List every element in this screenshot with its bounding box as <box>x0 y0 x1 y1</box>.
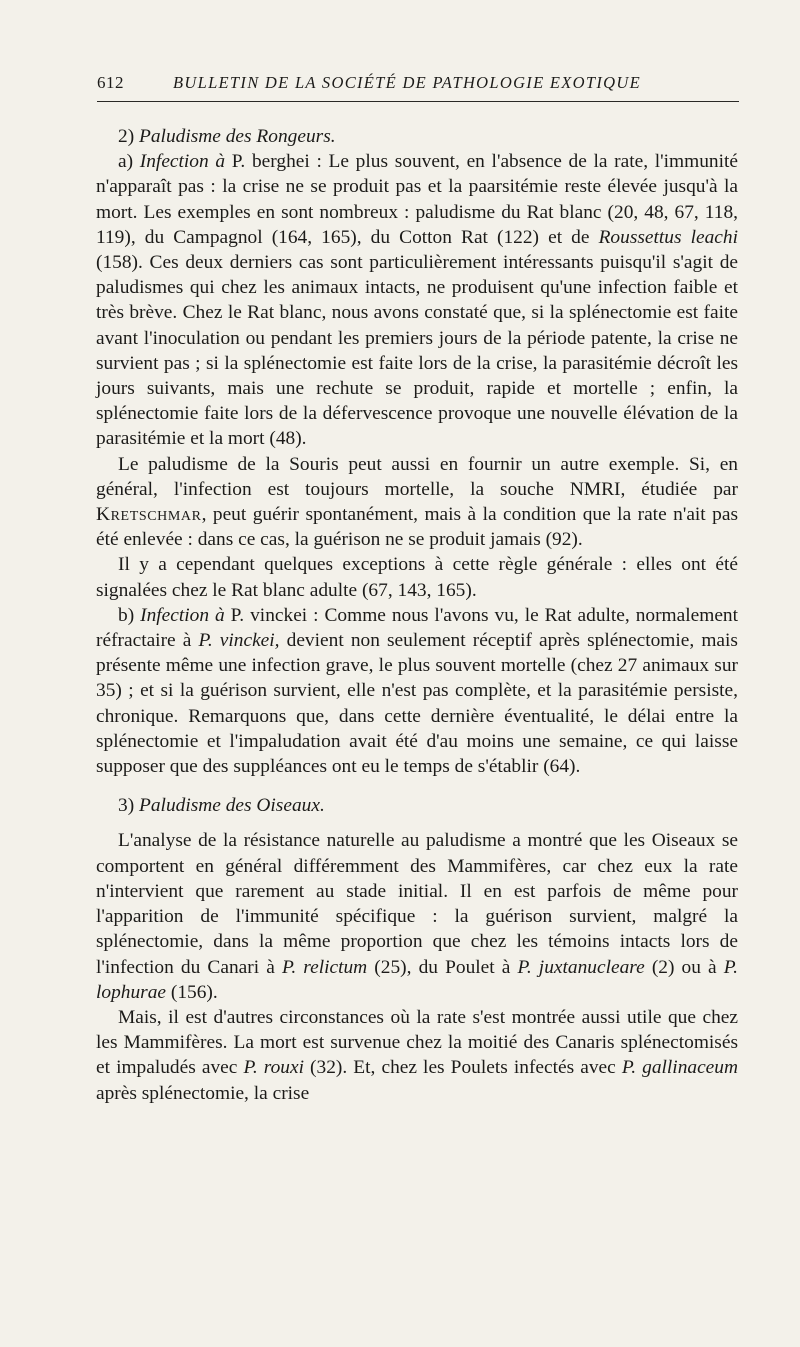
paragraph-text: Mais, il est d'autres circonstances où la rate s'est montrée aussi utile que chez les Mammifères. La mort est survenue chez la moitié des Canaris splénectomisés et impaludés avec <box>96 1006 738 1079</box>
section-heading-oiseaux <box>96 793 738 818</box>
paragraph-souris <box>96 452 738 553</box>
species-name: P. gallinaceum <box>621 1057 738 1079</box>
paragraph-text: : Comme nous l'avons vu, le Rat adulte, normalement réfractaire à <box>96 604 739 652</box>
subsection-heading: Infection à <box>140 604 225 626</box>
running-head: BULLETIN DE LA SOCIÉTÉ DE PATHOLOGIE EXOTIQUE <box>173 73 641 92</box>
body-text <box>96 124 738 1106</box>
species-name: P. lophurae <box>96 956 738 1003</box>
paragraph-berghei <box>96 149 738 451</box>
section-number: 3) <box>118 795 135 817</box>
paragraph-text: (25), du Poulet à <box>367 956 518 978</box>
paragraph-exceptions <box>96 552 738 602</box>
paragraph-text: : Le plus souvent, en l'absence de la rate, l'immunité n'apparaît pas : la crise ne se produit pas et la paarsitémie reste élevée jusqu'à la mort. Les exemples en sont nombreux : paludisme du Rat blanc (20, 48, 67, 118, 119), du Campagnol (164, 165), du Cotton Rat (122) et de <box>96 151 738 248</box>
paragraph-text: après splénectomie, la crise <box>96 1082 310 1104</box>
section-number: 2) <box>118 126 135 147</box>
section-title: Paludisme des Rongeurs. <box>139 126 336 147</box>
paragraph-text: (158). Ces deux derniers cas sont particulièrement intéressants puisqu'il s'agit de paludismes qui chez les animaux intacts, ne produisent qu'une infection faible et très brève. Chez le Rat blanc, nous avons constaté que, si la splénectomie est faite avant l'inoculation ou pendant les premiers jours de la période patente, la crise ne survient pas ; si la splénectomie est faite lors de la crise, la parasitémie décroît les jours suivants, mais une rechute se produit, rapide et mortelle ; enfin, la splénectomie faite lors de la défervescence provoque une nouvelle élévation de la parasitémie et la mort (48). <box>96 252 738 450</box>
species-name: P. vinckei, <box>198 630 280 652</box>
subsection-species: P. vinckei <box>230 604 308 626</box>
author-name: Kretschmar <box>96 504 202 526</box>
page-number: 612 <box>97 73 124 92</box>
section-heading-rongeurs <box>96 124 738 149</box>
paragraph-text: (156). <box>166 981 218 1003</box>
paragraph-mais <box>96 1005 738 1106</box>
page-header <box>97 70 737 98</box>
paragraph-text: L'analyse de la résistance naturelle au paludisme a montré que les Oiseaux se comportent en général différemment des Mammifères, car chez eux la rate n'intervient que rarement au stade initial. Il en est parfois de même pour l'apparition de l'immunité spécifique : la guérison survient, malgré la splénectomie, dans la même proportion que chez les témoins intacts lors de l'infection du Canari à <box>96 830 738 978</box>
species-name: P. relictum <box>281 956 368 978</box>
species-name: P. juxtanucleare <box>517 956 645 978</box>
paragraph-text: (2) ou à <box>644 956 724 978</box>
paragraph-text: devient non seulement réceptif après splénectomie, mais présente même une infection grave, le plus souvent mortelle (chez 27 animaux sur 35) ; et si la guérison survient, elle n'est pas complète, et la parasitémie persiste, chronique. Remarquons que, dans cette dernière éventualité, le délai entre la splénectomie et l'impaludation avait été d'au moins une semaine, ce qui laisse supposer que des suppléances ont eu le temps de s'établir (64). <box>96 630 738 778</box>
species-name: P. rouxi <box>243 1057 304 1079</box>
paragraph-vinckei <box>96 603 738 779</box>
paragraph-oiseaux <box>96 828 738 1004</box>
subsection-label: a) <box>118 151 134 173</box>
paragraph-text: Le paludisme de la Souris peut aussi en fournir un autre exemple. Si, en général, l'infection est toujours mortelle, la souche NMRI, étudiée par <box>96 453 738 500</box>
paragraph-text: , peut guérir spontanément, mais à la condition que la rate n'ait pas été enlevée : dans ce cas, la guérison ne se produit jamais (92). <box>96 504 738 551</box>
species-name: Roussettus leachi <box>598 226 738 248</box>
paragraph-text: (32). Et, chez les Poulets infectés avec <box>303 1057 622 1079</box>
subsection-label: b) <box>118 604 135 626</box>
header-rule <box>97 101 739 102</box>
section-title: Paludisme des Oiseaux. <box>139 795 325 817</box>
subsection-species: P. berghei <box>231 151 310 173</box>
paragraph-text: Il y a cependant quelques exceptions à cette règle générale : elles ont été signalées chez le Rat blanc adulte (67, 143, 165). <box>96 554 738 601</box>
subsection-heading: Infection à <box>139 151 226 173</box>
